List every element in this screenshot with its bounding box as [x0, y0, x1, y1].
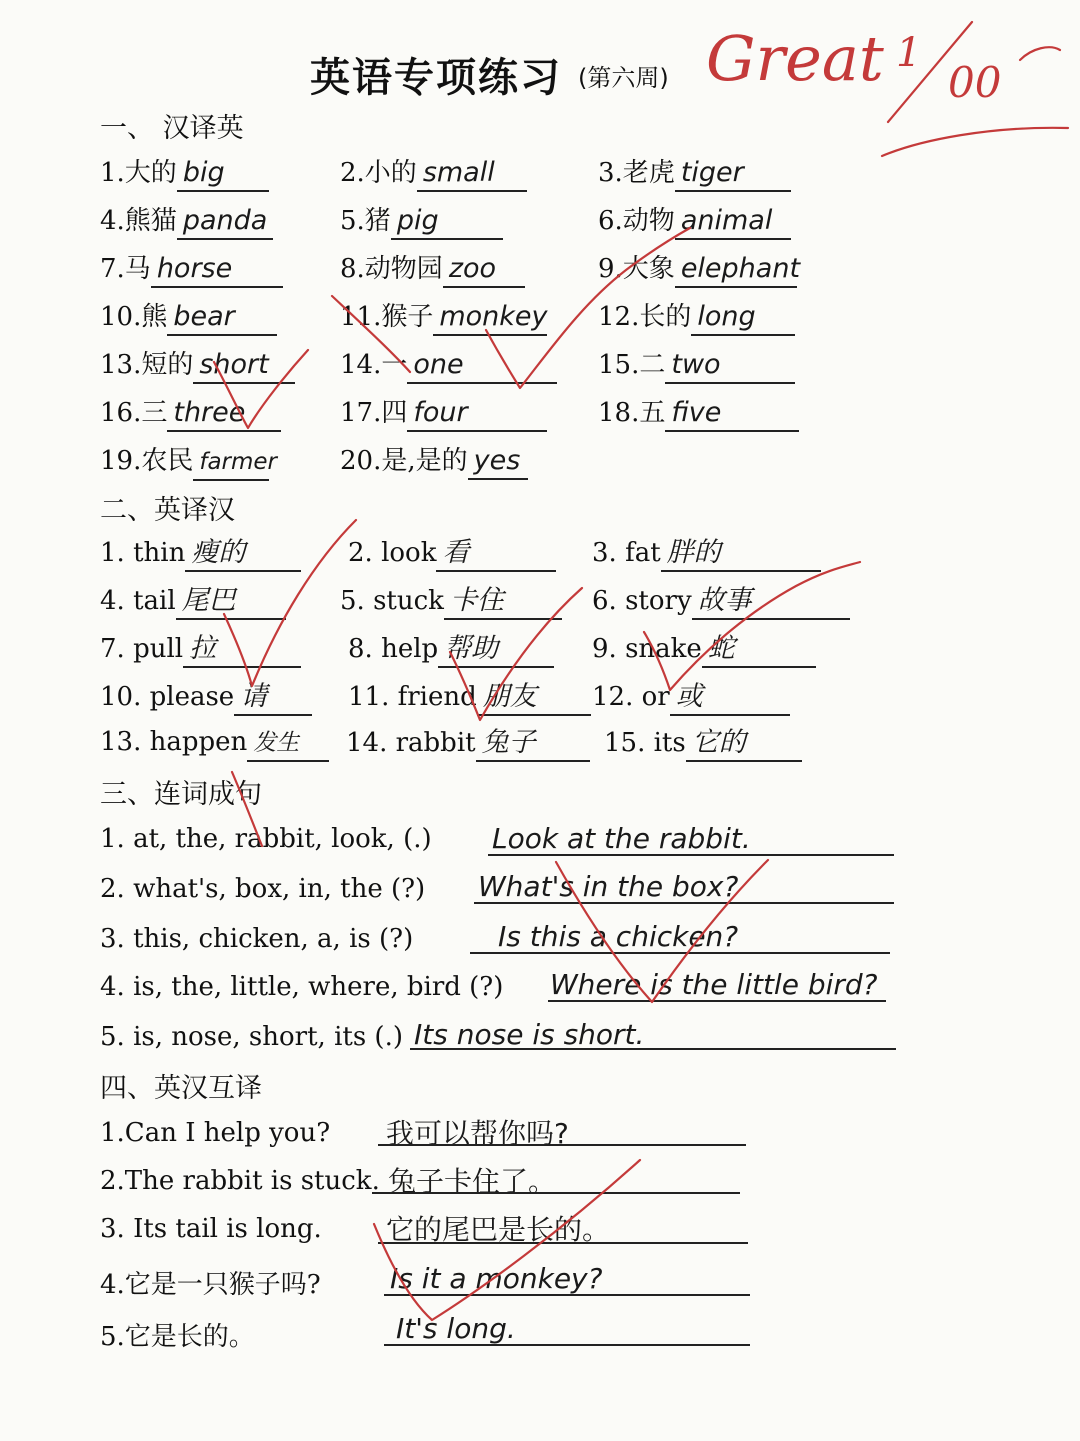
s1-a13: short: [193, 348, 295, 384]
s2-q9: 9. snake 蛇: [592, 632, 816, 668]
s3-a5: Its nose is short.: [414, 1018, 645, 1051]
s4-q1: 1.Can I help you?: [100, 1118, 331, 1148]
s1-a20: yes: [468, 444, 528, 480]
s1-q9: 9.大象 elephant: [598, 248, 797, 288]
s1-a2: small: [417, 156, 527, 192]
s2-a11: 朋友: [477, 680, 591, 716]
s3-line1: [488, 854, 894, 856]
s2-a8: 帮助: [438, 632, 554, 668]
s4-line3: [378, 1242, 748, 1244]
s1-q2: 2.小的 small: [340, 152, 527, 192]
s2-a9: 蛇: [702, 632, 816, 668]
score-underline: [882, 128, 1068, 156]
s1-q15: 15.二 two: [598, 344, 795, 384]
s1-a18: five: [665, 396, 799, 432]
s2-a13: 发生: [247, 726, 329, 762]
s2-q14: 14. rabbit 兔子: [346, 726, 590, 762]
score-circle-swash: [1020, 47, 1060, 60]
week-label: (第六周): [578, 64, 669, 92]
s2-a3: 胖的: [661, 536, 821, 572]
s1-q19: 19.农民 farmer: [100, 440, 269, 481]
s4-a5: It's long.: [396, 1312, 516, 1345]
s3-q2: 2. what's, box, in, the (?): [100, 874, 426, 904]
s4-a2: 兔子卡住了。: [388, 1165, 557, 1198]
s1-a8: zoo: [443, 252, 525, 288]
section1-heading: 一、 汉译英: [100, 113, 244, 144]
section4-heading: 四、英汉互译: [100, 1073, 262, 1104]
s3-line3: [470, 952, 890, 954]
s2-q4: 4. tail 尾巴: [100, 584, 286, 620]
s4-q4: 4.它是一只猴子吗?: [100, 1270, 321, 1300]
score-numerator: 1: [896, 30, 922, 76]
s4-q2: 2.The rabbit is stuck.: [100, 1166, 380, 1196]
s2-q11: 11. friend 朋友: [348, 680, 591, 716]
s4-line5: [384, 1344, 750, 1346]
s1-q3: 3.老虎 tiger: [598, 152, 791, 192]
s2-q12: 12. or 或: [592, 680, 790, 716]
grade-comment: Great: [706, 22, 884, 95]
s1-q8: 8.动物园 zoo: [340, 248, 525, 288]
s1-q17: 17.四 four: [340, 392, 547, 432]
s2-q13: 13. happen 发生: [100, 726, 329, 762]
s1-q20: 20.是,是的 yes: [340, 440, 528, 480]
s2-q6: 6. story 故事: [592, 584, 850, 620]
page-title: 英语专项练习: [310, 55, 562, 101]
s3-line5: [410, 1048, 896, 1050]
s3-a2: What's in the box?: [478, 870, 739, 903]
s2-q7: 7. pull 拉: [100, 632, 301, 668]
s4-line2: [372, 1192, 740, 1194]
s1-a17: four: [407, 396, 547, 432]
s1-q1: 1.大的 big: [100, 152, 269, 192]
s4-line4: [384, 1294, 750, 1296]
s3-a4: Where is the little bird?: [550, 968, 878, 1001]
section3-heading: 三、连词成句: [100, 779, 262, 810]
s1-q5: 5.猪 pig: [340, 200, 503, 240]
s1-q6: 6.动物 animal: [598, 200, 791, 240]
s4-q5: 5.它是长的。: [100, 1322, 255, 1352]
s2-q1: 1. thin 瘦的: [100, 536, 301, 572]
s2-a5: 卡住: [444, 584, 562, 620]
s1-q10: 10.熊 bear: [100, 296, 277, 336]
s2-q8: 8. help 帮助: [348, 632, 554, 668]
s2-q3: 3. fat 胖的: [592, 536, 821, 572]
score-denominator: 00: [948, 58, 1002, 107]
check-mark-6: [644, 562, 860, 690]
s1-q12: 12.长的 long: [598, 296, 795, 336]
s1-a19: farmer: [193, 445, 269, 481]
s1-q4: 4.熊猫 panda: [100, 200, 273, 240]
s3-q3: 3. this, chicken, a, is (?): [100, 924, 414, 954]
s1-a15: two: [665, 348, 795, 384]
s2-q10: 10. please 请: [100, 680, 312, 716]
s2-a6: 故事: [692, 584, 850, 620]
s2-a14: 兔子: [476, 726, 590, 762]
s3-q4: 4. is, the, little, where, bird (?): [100, 972, 504, 1002]
s1-q11: 11.猴子 monkey: [340, 296, 547, 336]
s2-a7: 拉: [183, 632, 301, 668]
s1-a14: one: [407, 348, 557, 384]
s4-a4: Is it a monkey?: [390, 1262, 603, 1295]
s1-q7: 7.马 horse: [100, 248, 283, 288]
s2-q15: 15. its 它的: [604, 726, 802, 762]
s4-q3: 3. Its tail is long.: [100, 1214, 322, 1244]
s3-line2: [474, 902, 894, 904]
s1-q14: 14.一 one: [340, 344, 557, 384]
s1-a4: panda: [177, 204, 273, 240]
s1-a11: monkey: [433, 300, 547, 336]
s3-q1: 1. at, the, rabbit, look, (.): [100, 824, 432, 854]
s2-a4: 尾巴: [176, 584, 286, 620]
s2-a12: 或: [670, 680, 790, 716]
s4-line1: [378, 1144, 746, 1146]
s3-q5: 5. is, nose, short, its (.): [100, 1022, 403, 1052]
s2-a1: 瘦的: [185, 536, 301, 572]
s1-a7: horse: [151, 252, 283, 288]
s2-a10: 请: [234, 680, 312, 716]
s4-a1: 我可以帮你吗?: [386, 1117, 569, 1150]
s1-q13: 13.短的 short: [100, 344, 295, 384]
s2-q2: 2. look 看: [348, 536, 556, 572]
s2-a15: 它的: [686, 726, 802, 762]
section2-heading: 二、英译汉: [100, 495, 235, 526]
s1-q16: 16.三 three: [100, 392, 281, 432]
s1-a6: animal: [675, 204, 791, 240]
s3-a1: Look at the rabbit.: [492, 822, 751, 855]
s3-line4: [548, 1000, 886, 1002]
s2-a2: 看: [436, 536, 556, 572]
s1-a1: big: [177, 156, 269, 192]
s1-a16: three: [167, 396, 281, 432]
s1-q18: 18.五 five: [598, 392, 799, 432]
s1-a9: elephant: [675, 252, 797, 288]
s4-a3: 它的尾巴是长的。: [386, 1213, 611, 1246]
s3-a3: Is this a chicken?: [498, 920, 739, 953]
s1-a10: bear: [167, 300, 277, 336]
s1-a12: long: [691, 300, 795, 336]
s1-a5: pig: [391, 204, 503, 240]
s2-q5: 5. stuck 卡住: [340, 584, 562, 620]
s1-a3: tiger: [675, 156, 791, 192]
